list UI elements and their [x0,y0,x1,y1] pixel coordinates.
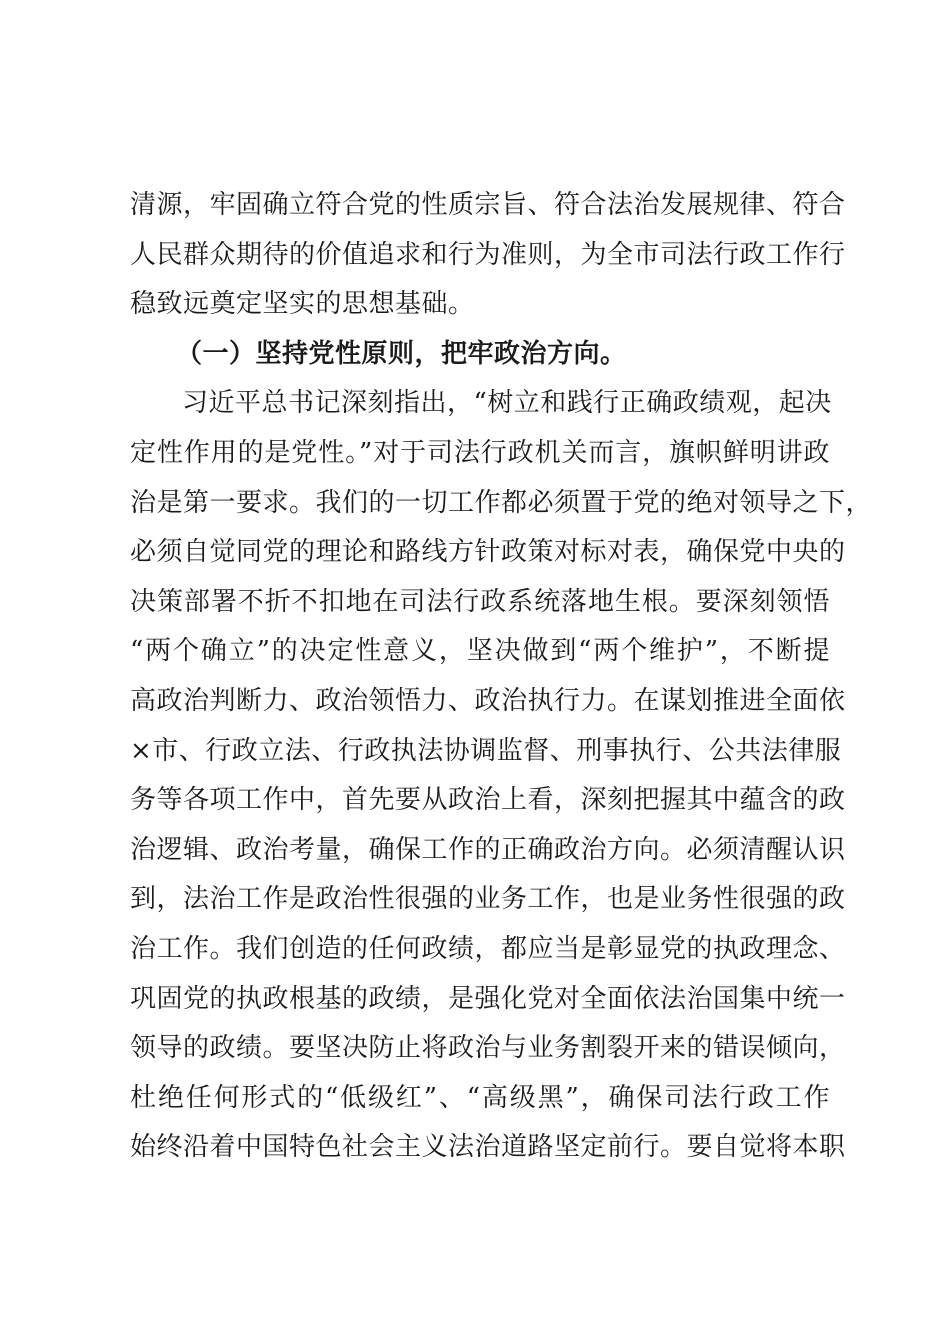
text-line: ×市、行政立法、行政执法协调监督、刑事执行、公共法律服 [130,735,842,766]
text-line: 治是第一要求。我们的一切工作都必须置于党的绝对领导之下， [130,487,873,518]
text-line: “两个确立”的决定性意义，坚决做到“两个维护”，不断提 [130,636,830,667]
text-line: 定性作用的是党性。”对于司法行政机关而言，旗帜鲜明讲政 [130,437,830,468]
text-line: 人民群众期待的价值追求和行为准则，为全市司法行政工作行 [130,239,846,270]
text-line: 治逻辑、政治考量，确保工作的正确政治方向。必须清醒认识 [130,834,846,865]
text-line: 高政治判断力、政治领悟力、政治执行力。在谋划推进全面依 [130,685,846,716]
document-body [130,181,873,1173]
text-line: 到，法治工作是政治性很强的业务工作，也是业务性很强的政 [130,884,846,915]
text-line: 始终沿着中国特色社会主义法治道路坚定前行。要自觉将本职 [130,1132,846,1163]
text-line: 巩固党的执政根基的政绩，是强化党对全面依法治国集中统一 [130,983,846,1014]
text-line: 治工作。我们创造的任何政绩，都应当是彰显党的执政理念、 [130,933,846,964]
text-line: 务等各项工作中，首先要从政治上看，深刻把握其中蕴含的政 [130,785,846,816]
section-heading: （一）坚持党性原则，把牢政治方向。 [176,338,627,369]
text-line: 必须自觉同党的理论和路线方针政策对标对表，确保党中央的 [130,537,846,568]
text-line: 杜绝任何形式的“低级红”、“高级黑”，确保司法行政工作 [130,1082,830,1113]
text-line: 领导的政绩。要坚决防止将政治与业务割裂开来的错误倾向， [130,1033,846,1064]
text-line: 决策部署不折不扣地在司法行政系统落地生根。要深刻领悟 [130,586,830,617]
text-line: 稳致远奠定坚实的思想基础。 [130,289,475,320]
text-line: 清源，牢固确立符合党的性质宗旨、符合法治发展规律、符合 [130,190,846,220]
text-line: 习近平总书记深刻指出，“树立和践行正确政绩观，起决 [182,388,832,419]
